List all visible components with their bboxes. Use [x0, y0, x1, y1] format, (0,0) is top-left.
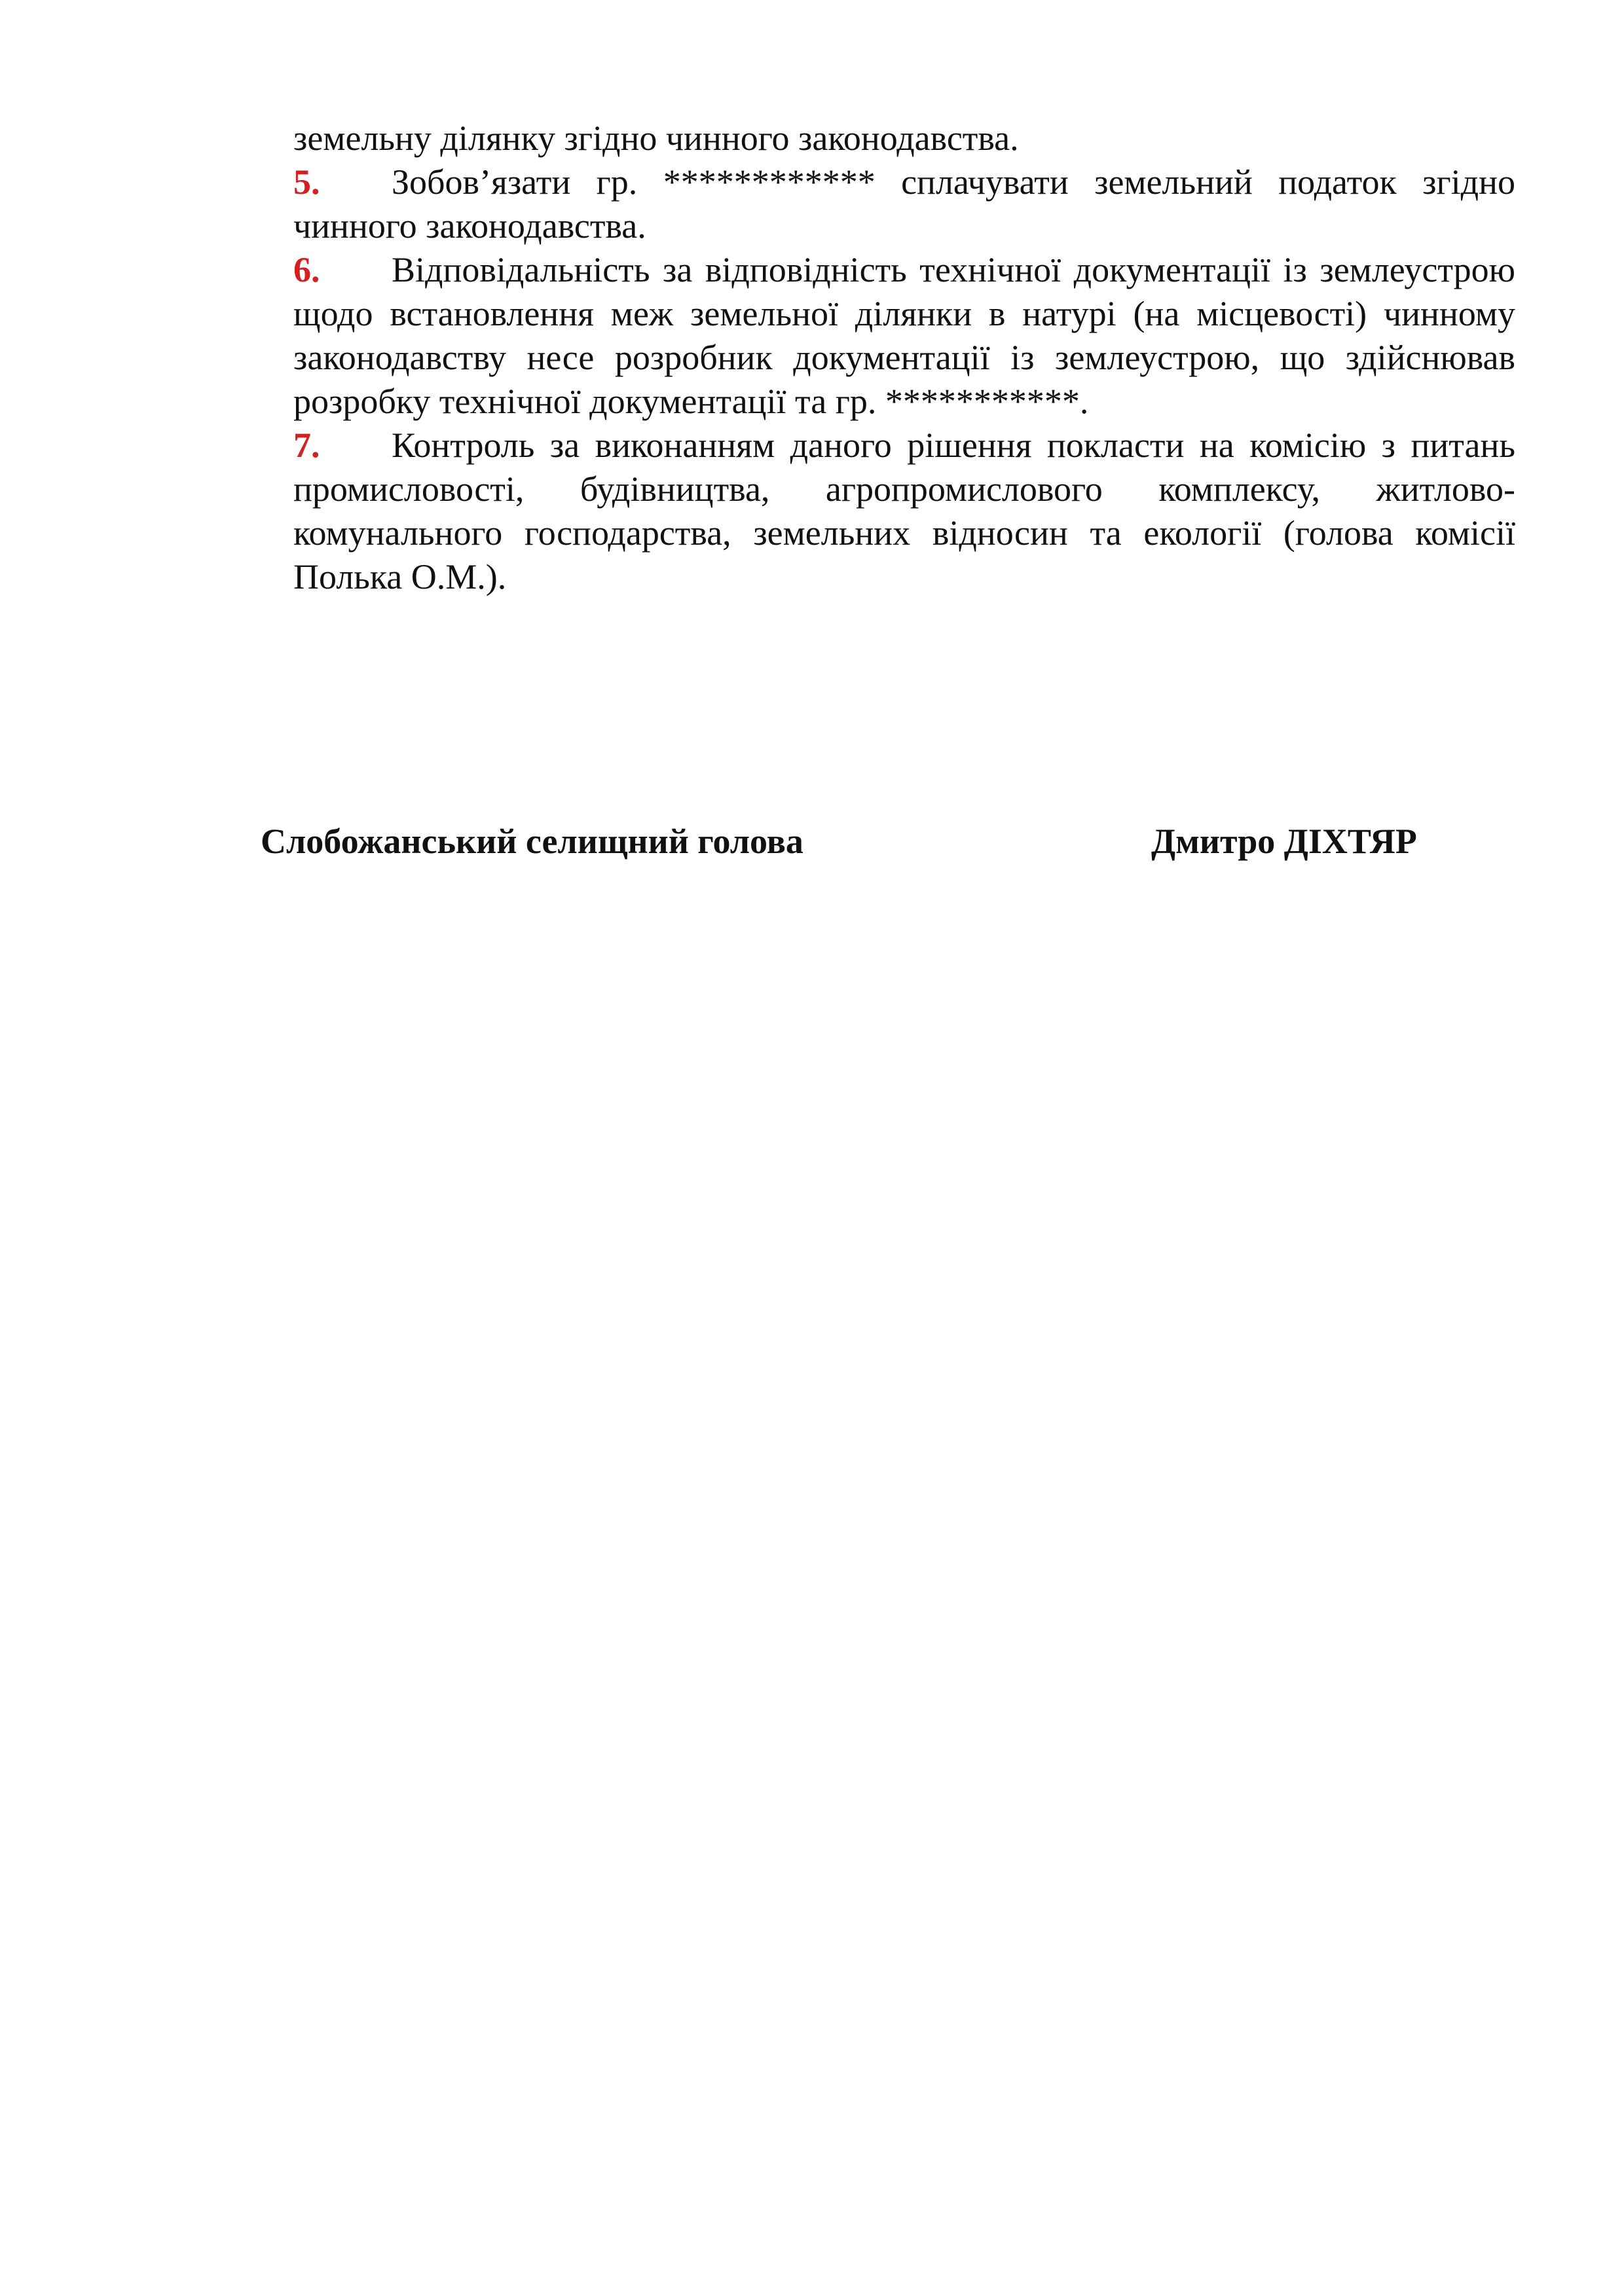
item-text: Зобов’язати гр. ************ сплачувати земельний податок згідно чинного законодавства.	[293, 162, 1515, 246]
item-6	[293, 248, 1515, 424]
item-5	[293, 160, 1515, 248]
item-7	[293, 424, 1515, 599]
item-text: Відповідальність за відповідність технічної документації із землеустрою щодо встановлення меж земельної ділянки в натурі (на місцевості) чинному законодавству несе розробник документації із землеустрою, що здійснював розробку технічної документації та гр. ***********.	[293, 250, 1515, 421]
item-number: 7.	[293, 426, 320, 465]
document-body	[293, 117, 1515, 599]
item-number: 5.	[293, 162, 320, 202]
item-number: 6.	[293, 250, 320, 289]
signatory-title: Слобожанський селищний голова	[261, 822, 803, 861]
signatory-name: Дмитро ДІХТЯР	[1151, 822, 1417, 861]
continuation-line: земельну ділянку згідно чинного законодавства.	[293, 118, 1019, 158]
item-text: Контроль за виконанням даного рішення покласти на комісію з питань промисловості, будівництва, агропромислового комплексу, житлово-комунального господарства, земельних відносин та екології (голова комісії Полька О.М.).	[293, 426, 1515, 596]
